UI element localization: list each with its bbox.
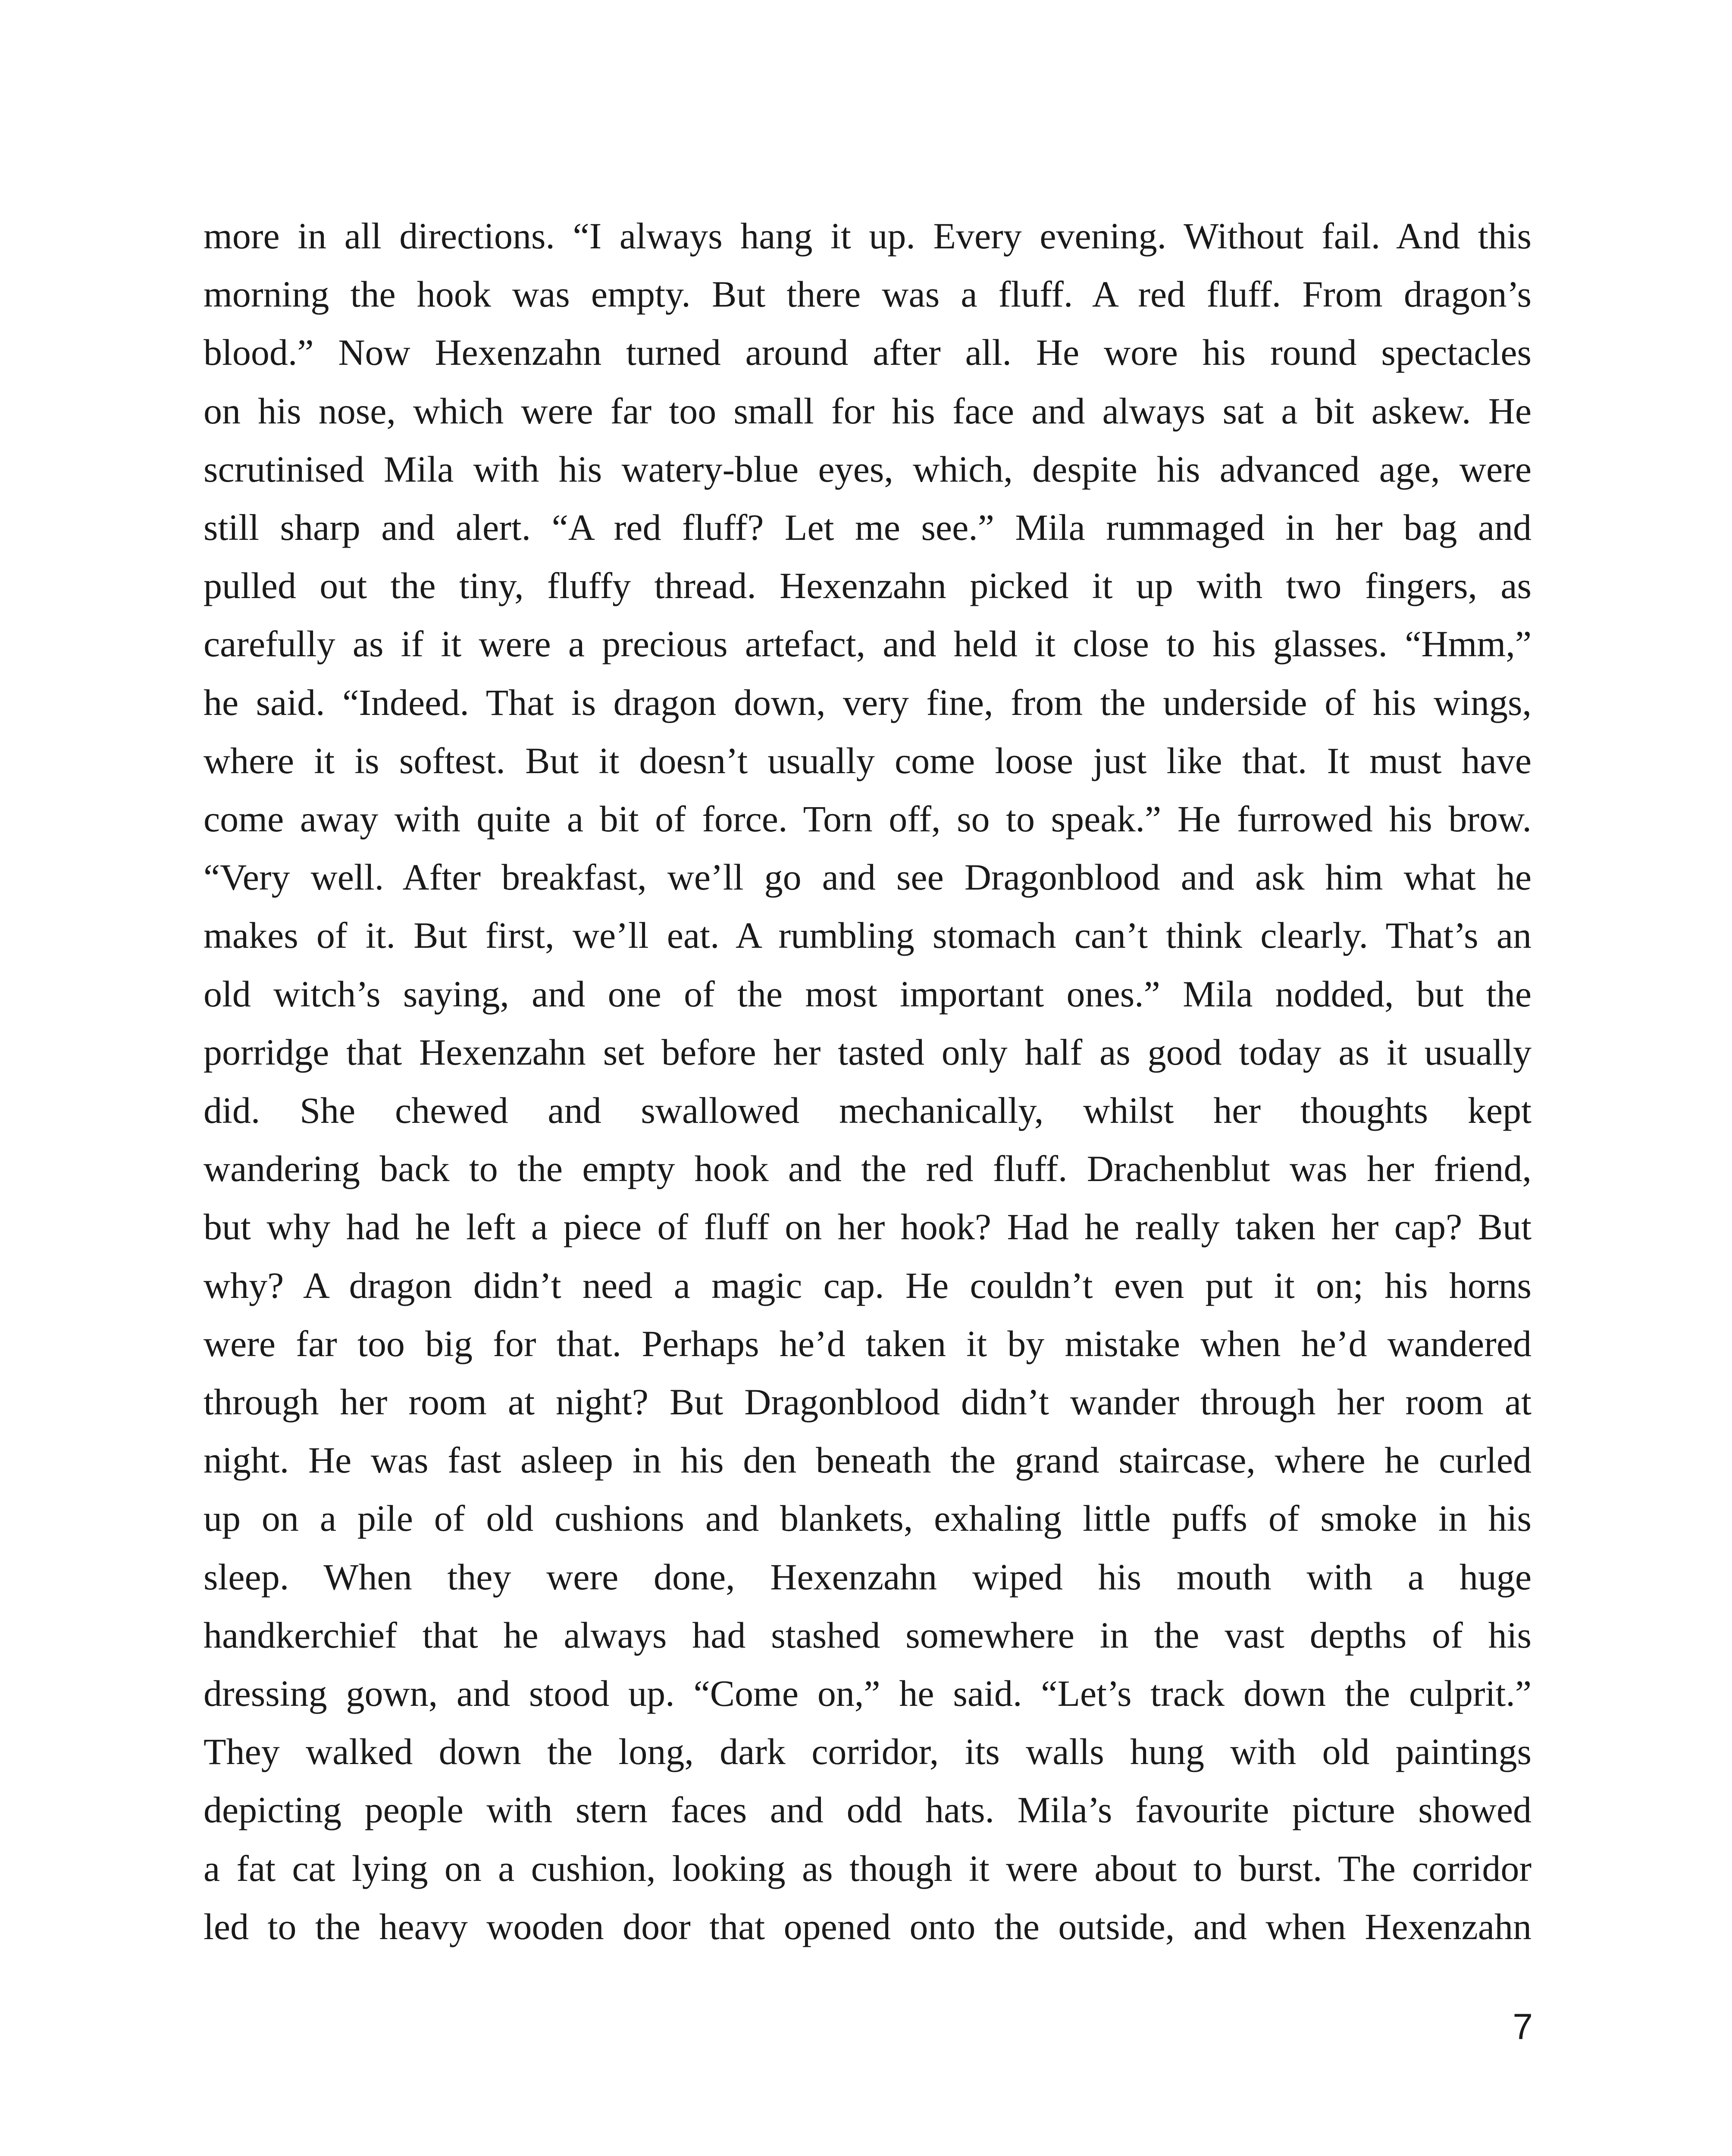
text-line: why? A dragon didn’t need a magic cap. He couldn’t even put it on; his horns [204,1264,1532,1306]
text-line: a fat cat lying on a cushion, looking as though it were about to burst. The corridor [204,1847,1532,1889]
text-line: blood.” Now Hexenzahn turned around after all. He wore his round spectacles [204,332,1532,373]
text-line: makes of it. But first, we’ll eat. A rumbling stomach can’t think clearly. That’s an [204,915,1532,956]
text-line: “Very well. After breakfast, we’ll go and see Dragonblood and ask him what he [204,856,1532,898]
body-text [204,207,1532,1956]
text-line: through her room at night? But Dragonblood didn’t wander through her room at [204,1381,1532,1423]
text-line: night. He was fast asleep in his den beneath the grand staircase, where he curled [204,1439,1532,1481]
text-line: pulled out the tiny, fluffy thread. Hexenzahn picked it up with two fingers, as [204,565,1532,607]
text-line: porridge that Hexenzahn set before her tasted only half as good today as it usually [204,1031,1532,1073]
text-line: where it is softest. But it doesn’t usually come loose just like that. It must have [204,740,1532,781]
text-line: come away with quite a bit of force. Torn off, so to speak.” He furrowed his brow. [204,798,1532,840]
text-line: more in all directions. “I always hang it up. Every evening. Without fail. And this [204,215,1532,257]
page-number: 7 [1513,2006,1533,2047]
text-line: but why had he left a piece of fluff on her hook? Had he really taken her cap? But [204,1206,1532,1248]
text-line: wandering back to the empty hook and the red fluff. Drachenblut was her friend, [204,1148,1532,1190]
text-line: dressing gown, and stood up. “Come on,” he said. “Let’s track down the culprit.” [204,1673,1532,1714]
text-line: sleep. When they were done, Hexenzahn wiped his mouth with a huge [204,1556,1532,1598]
text-line: were far too big for that. Perhaps he’d taken it by mistake when he’d wandered [204,1322,1532,1364]
text-line: They walked down the long, dark corridor, its walls hung with old paintings [204,1731,1532,1773]
text-line: carefully as if it were a precious artefact, and held it close to his glasses. “Hmm,” [204,623,1532,665]
text-line: still sharp and alert. “A red fluff? Let me see.” Mila rummaged in her bag and [204,507,1532,548]
text-line: led to the heavy wooden door that opened onto the outside, and when Hexenzahn [204,1905,1532,1947]
text-line: he said. “Indeed. That is dragon down, very fine, from the underside of his wings, [204,681,1532,723]
text-line: morning the hook was empty. But there was a fluff. A red fluff. From dragon’s [204,273,1532,315]
text-line: scrutinised Mila with his watery-blue eyes, which, despite his advanced age, were [204,448,1532,490]
text-line: depicting people with stern faces and odd hats. Mila’s favourite picture showed [204,1789,1532,1831]
text-line: did. She chewed and swallowed mechanically, whilst her thoughts kept [204,1090,1532,1131]
text-line: up on a pile of old cushions and blankets, exhaling little puffs of smoke in his [204,1498,1532,1539]
text-line: old witch’s saying, and one of the most important ones.” Mila nodded, but the [204,973,1532,1015]
text-line: handkerchief that he always had stashed somewhere in the vast depths of his [204,1614,1532,1656]
text-line: on his nose, which were far too small for his face and always sat a bit askew. He [204,390,1532,432]
